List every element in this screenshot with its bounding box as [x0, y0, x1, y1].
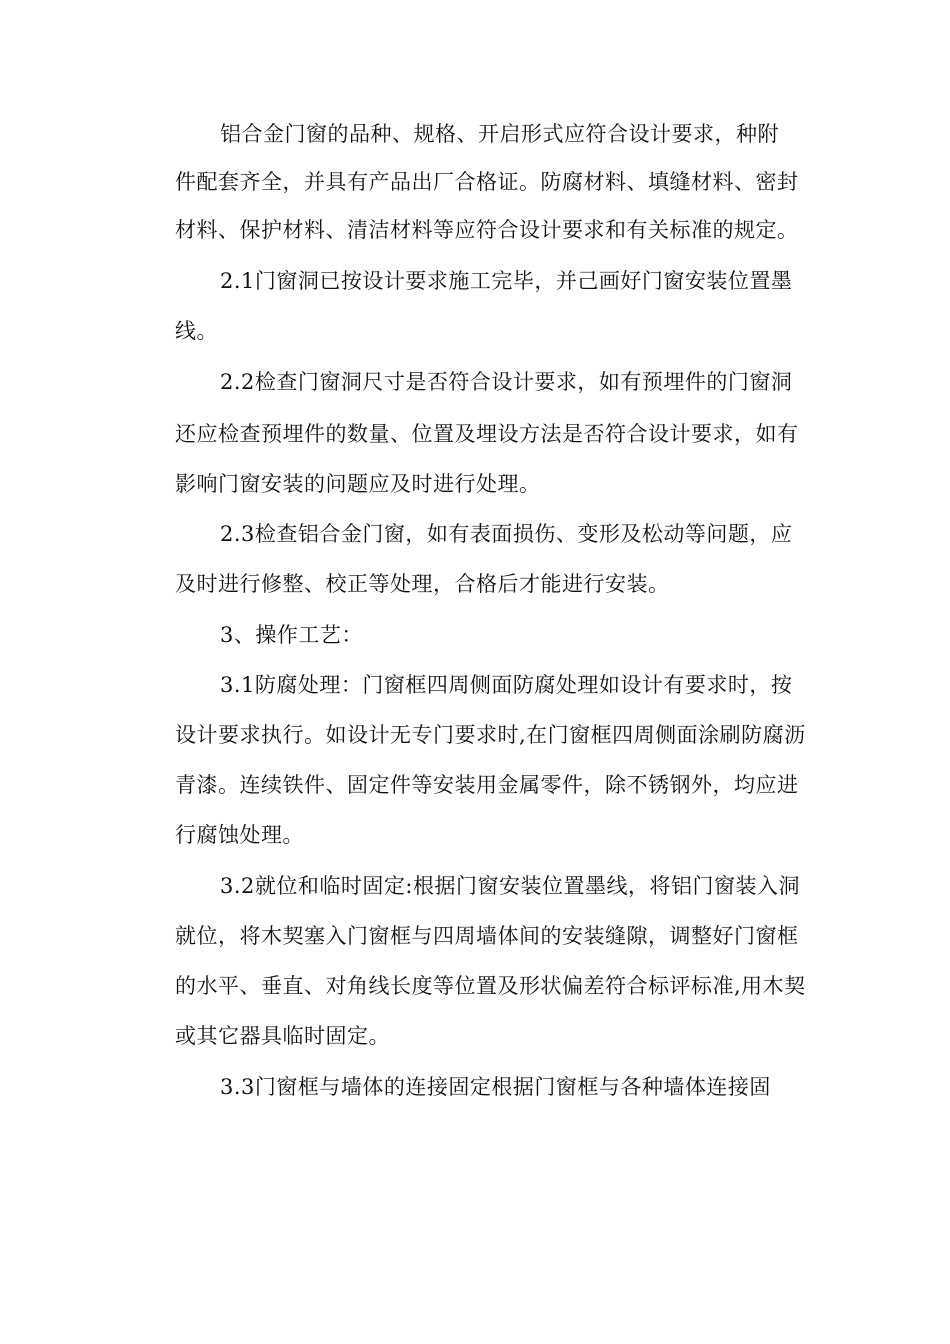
text-line: 还应检查预埋件的数量、位置及埋设方法是否符合设计要求，如有 — [175, 422, 799, 446]
text-line: 材料、保护材料、清洁材料等应符合设计要求和有关标准的规定。 — [175, 218, 799, 242]
text-line: 青漆。连续铁件、固定件等安装用金属零件，除不锈钢外，均应进 — [175, 773, 799, 797]
section-heading: 3、操作工艺： — [220, 623, 363, 647]
text-line: 影响门窗安装的问题应及时进行处理。 — [175, 472, 541, 496]
text-line: 3.3门窗框与墙体的连接固定根据门窗框与各种墙体连接固 — [220, 1075, 771, 1099]
text-line: 铝合金门窗的品种、规格、开启形式应符合设计要求，种附 — [220, 122, 779, 146]
text-line: 就位，将木契塞入门窗框与四周墙体间的安装缝隙，调整好门窗框 — [175, 924, 799, 948]
text-line: 行腐蚀处理。 — [175, 823, 304, 847]
text-line: 3.1防腐处理：门窗框四周侧面防腐处理如设计有要求时，按 — [220, 673, 793, 697]
text-line: 2.1门窗洞已按设计要求施工完毕，并己画好门窗安装位置墨 — [220, 269, 793, 293]
text-line: 设计要求执行。如设计无专门要求时,在门窗框四周侧面涂刷防腐沥 — [175, 723, 806, 747]
text-line: 线。 — [175, 319, 218, 343]
text-line: 或其它器具临时固定。 — [175, 1024, 390, 1048]
text-line: 及时进行修整、校正等处理，合格后才能进行安装。 — [175, 572, 670, 596]
text-line: 2.2检查门窗洞尺寸是否符合设计要求，如有预埋件的门窗洞 — [220, 370, 793, 394]
text-line: 2.3检查铝合金门窗，如有表面损伤、变形及松动等问题，应 — [220, 522, 793, 546]
text-line: 的水平、垂直、对角线长度等位置及形状偏差符合标评标准,用木契 — [175, 974, 806, 998]
text-line: 件配套齐全，并具有产品出厂合格证。防腐材料、填缝材料、密封 — [175, 170, 799, 194]
text-line: 3.2就位和临时固定:根据门窗安装位置墨线，将铝门窗装入洞 — [220, 874, 800, 898]
